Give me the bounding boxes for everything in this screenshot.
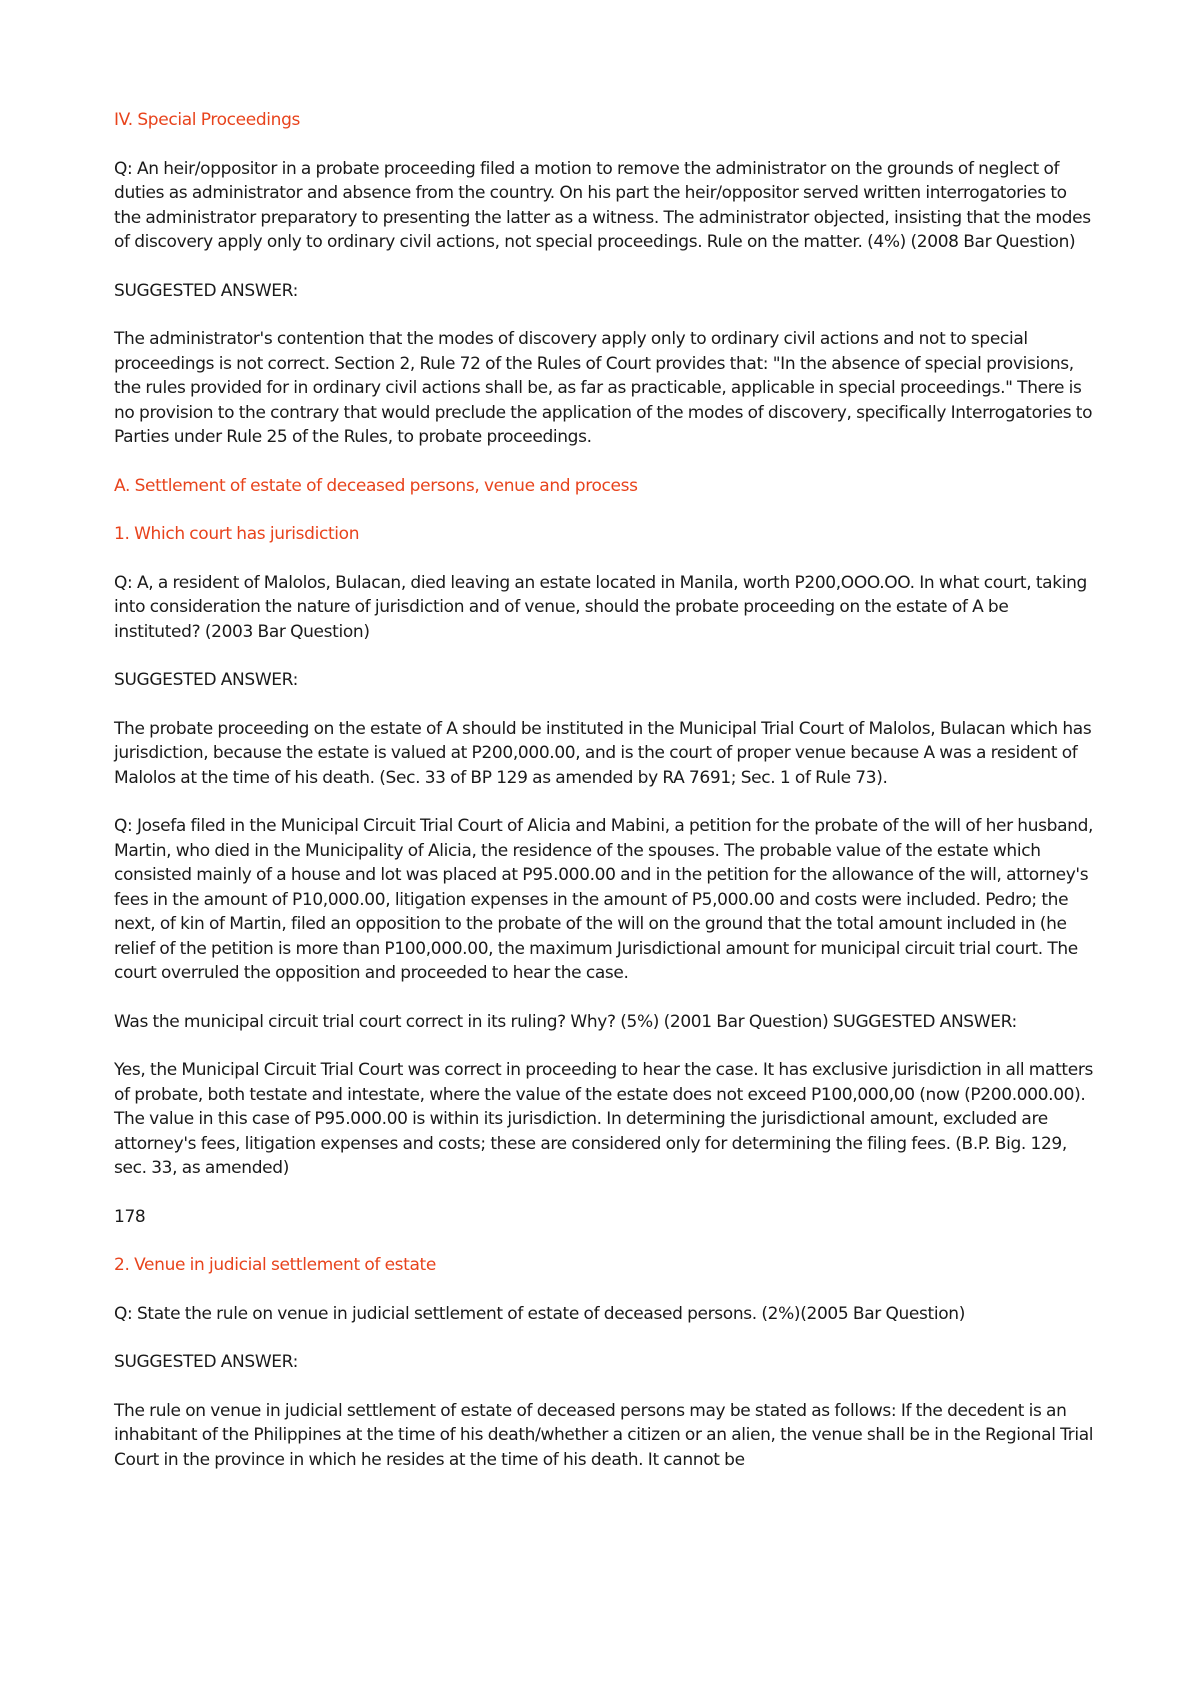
document-page — [114, 108, 1094, 1496]
question-paragraph: Q: State the rule on venue in judicial settlement of estate of deceased persons. (2%)(2005 Bar Question) — [114, 1303, 965, 1324]
suggested-answer-label: SUGGESTED ANSWER: — [114, 670, 298, 690]
suggested-answer-label: SUGGESTED ANSWER: — [114, 280, 298, 301]
section-heading-settlement: A. Settlement of estate of deceased persons, venue and process — [114, 475, 638, 496]
page-number: 178 — [114, 1206, 146, 1227]
answer-paragraph: The administrator's contention that the modes of discovery apply only to ordinary civil actions and not to special proceedings is not correct. Section 2, Rule 72 of the Rules of Court provides that: "In the absence of special provisions, the rules provided for in ordinary civil actions shall be, as far as practicable, applicable in special proceedings." There is no provision to the contrary that would preclude the application of the modes of discovery, specifically Interrogatories to Parties under Rule 25 of the Rules, to probate proceedings. — [114, 329, 1093, 447]
suggested-answer-label: SUGGESTED ANSWER: — [114, 1352, 298, 1372]
question-paragraph: Was the municipal circuit trial court correct in its ruling? Why? (5%) (2001 Bar Question) SUGGESTED ANSWER: — [114, 1011, 1017, 1032]
question-paragraph: Q: A, a resident of Malolos, Bulacan, died leaving an estate located in Manila, worth P200,OOO.OO. In what court, taking into consideration the nature of jurisdiction and of venue, should the probate proceeding on the estate of A be instituted? (2003 Bar Question) — [114, 572, 1087, 642]
answer-paragraph: The probate proceeding on the estate of A should be instituted in the Municipal Trial Court of Malolos, Bulacan which has jurisdiction, because the estate is valued at P200,000.00, and is the court of proper venue because A was a resident of Malolos at the time of his death. (Sec. 33 of BP 129 as amended by RA 7691; Sec. 1 of Rule 73). — [114, 718, 1092, 788]
question-paragraph: Q: Josefa filed in the Municipal Circuit Trial Court of Alicia and Mabini, a petition for the probate of the will of her husband, Martin, who died in the Municipality of Alicia, the residence of the spouses. The probable value of the estate which consisted mainly of a house and lot was placed at P95.000.00 and in the petition for the allowance of the will, attorney's fees in the amount of P10,000.00, litigation expenses in the amount of P5,000.00 and costs were included. Pedro; the next, of kin of Martin, filed an opposition to the probate of the will on the ground that the total amount included in (he relief of the petition is more than P100,000.00, the maximum Jurisdictional amount for municipal circuit trial court. The court overruled the opposition and proceeded to hear the case. — [114, 816, 1094, 983]
subsection-heading-jurisdiction: 1. Which court has jurisdiction — [114, 524, 360, 544]
section-heading-special-proceedings: IV. Special Proceedings — [114, 110, 301, 130]
answer-paragraph: Yes, the Municipal Circuit Trial Court was correct in proceeding to hear the case. It has exclusive jurisdiction in all matters of probate, both testate and intestate, where the value of the estate does not exceed P100,000,00 (now (P200.000.00). The value in this case of P95.000.00 is within its jurisdiction. In determining the jurisdictional amount, excluded are attorney's fees, litigation expenses and costs; these are considered only for determining the filing fees. (B.P. Big. 129, sec. 33, as amended) — [114, 1060, 1093, 1178]
question-paragraph: Q: An heir/oppositor in a probate proceeding filed a motion to remove the administrator on the grounds of neglect of duties as administrator and absence from the country. On his part the heir/oppositor served written interrogatories to the administrator preparatory to presenting the latter as a witness. The administrator objected, insisting that the modes of discovery apply only to ordinary civil actions, not special proceedings. Rule on the matter. (4%) (2008 Bar Question) — [114, 158, 1091, 252]
subsection-heading-venue: 2. Venue in judicial settlement of estate — [114, 1255, 436, 1275]
answer-paragraph: The rule on venue in judicial settlement of estate of deceased persons may be stated as follows: If the decedent is an inhabitant of the Philippines at the time of his death/whether a citizen or an alien, the venue shall be in the Regional Trial Court in the province in which he resides at the time of his death. It cannot be — [114, 1400, 1094, 1470]
